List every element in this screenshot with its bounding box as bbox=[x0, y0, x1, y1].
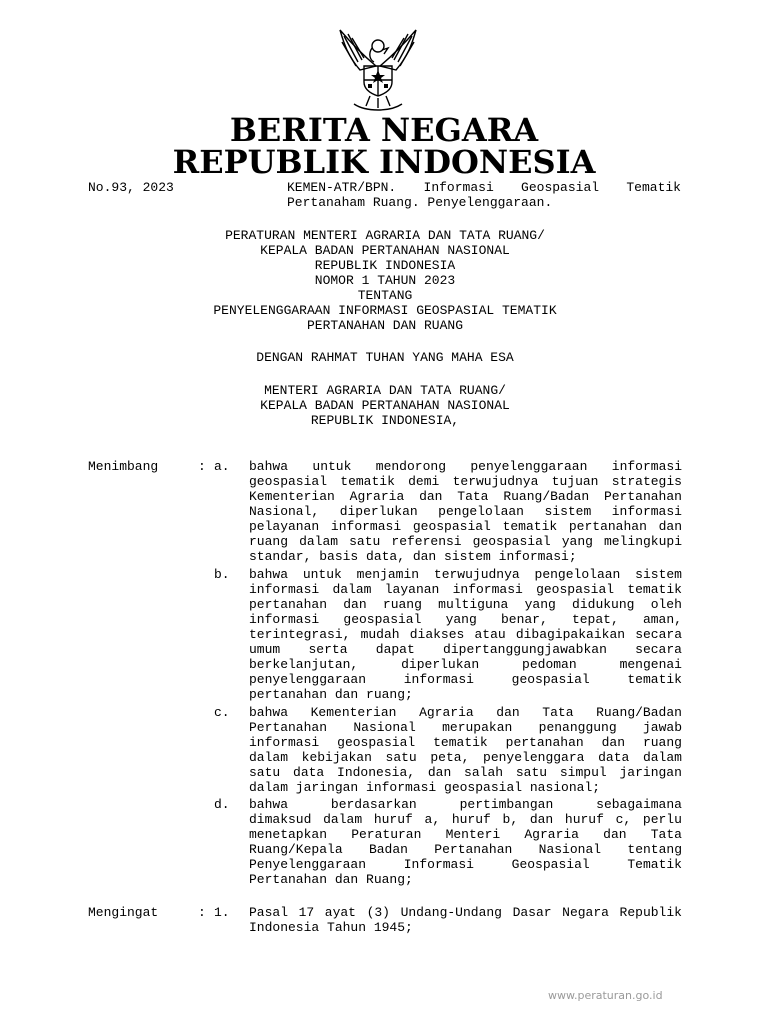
text-line: menetapkan Peraturan Menteri Agraria dan Tata bbox=[249, 827, 682, 842]
text-line: Indonesia Tahun 1945; bbox=[249, 920, 413, 935]
text-line: terintegrasi, mudah diakses atau dibagipakaikan secara bbox=[249, 627, 682, 642]
gazette-subject bbox=[287, 180, 681, 210]
mengingat-item-1 bbox=[249, 905, 682, 935]
text-line: Nasional, diperlukan pengelolaan sistem informasi bbox=[249, 504, 682, 519]
text-line: Kementerian Agraria dan Tata Ruang/Badan Pertanahan bbox=[249, 489, 682, 504]
text-line: informasi geospasial yang benar, tepat, aman, bbox=[249, 612, 682, 627]
text-line: Pasal 17 ayat (3) Undang-Undang Dasar Negara Republik bbox=[249, 905, 682, 920]
masthead-subtitle: REPUBLIK INDONESIA bbox=[172, 143, 596, 181]
text-line: informasi dalam layanan informasi geospasial tematik bbox=[249, 582, 682, 597]
masthead-title: BERITA NEGARA bbox=[229, 111, 539, 149]
menimbang-colon: : bbox=[198, 459, 206, 474]
text-line: bahwa untuk mendorong penyelenggaraan informasi bbox=[249, 459, 682, 474]
menimbang-item-a bbox=[249, 459, 682, 564]
mengingat-colon: : bbox=[198, 905, 206, 920]
issuer-line: REPUBLIK INDONESIA, bbox=[310, 413, 460, 428]
item-letter: b. bbox=[214, 567, 230, 582]
regulation-title-line: TENTANG bbox=[357, 288, 413, 303]
website-watermark: www.peraturan.go.id bbox=[548, 989, 663, 1002]
text-line: Penyelenggaraan Informasi Geospasial Tematik bbox=[249, 857, 682, 872]
menimbang-item-c bbox=[249, 705, 682, 795]
text-line: dimaksud dalam huruf a, huruf b, dan huruf c, perlu bbox=[249, 812, 682, 827]
item-letter: d. bbox=[214, 797, 230, 812]
regulation-title bbox=[88, 228, 682, 333]
text-line: bahwa untuk menjamin terwujudnya pengelolaan sistem bbox=[249, 567, 682, 582]
invocation-line: DENGAN RAHMAT TUHAN YANG MAHA ESA bbox=[256, 350, 514, 365]
gazette-subject-line: Pertanaham Ruang. Penyelenggaraan. bbox=[287, 195, 553, 210]
text-line: berkelanjutan, diperlukan pedoman mengenai bbox=[249, 657, 682, 672]
issuer-line: MENTERI AGRARIA DAN TATA RUANG/ bbox=[264, 383, 506, 398]
menimbang-label: Menimbang bbox=[88, 459, 159, 474]
text-line: dalam jaringan informasi geospasial nasional; bbox=[249, 780, 601, 795]
item-number: 1. bbox=[214, 905, 230, 920]
regulation-title-line: KEPALA BADAN PERTANAHAN NASIONAL bbox=[260, 243, 510, 258]
regulation-title-line: NOMOR 1 TAHUN 2023 bbox=[314, 273, 456, 288]
text-line: Pertanahan Nasional merupakan penanggung jawab bbox=[249, 720, 682, 735]
garuda-emblem-icon bbox=[330, 26, 426, 114]
text-line: pertanahan dan ruang; bbox=[249, 687, 413, 702]
text-line: informasi geospasial tematik pertanahan dan ruang bbox=[249, 735, 682, 750]
text-line: geospasial tematik demi terwujudnya tujuan strategis bbox=[249, 474, 682, 489]
text-line: Ruang/Kepala Badan Pertanahan Nasional tentang bbox=[249, 842, 682, 857]
text-line: standar, basis data, dan sistem informasi; bbox=[249, 549, 577, 564]
regulation-title-line: PERTANAHAN DAN RUANG bbox=[306, 318, 464, 333]
menimbang-item-b bbox=[249, 567, 682, 702]
text-line: ruang dalam satu referensi geospasial yang melingkupi bbox=[249, 534, 682, 549]
item-letter: c. bbox=[214, 705, 230, 720]
regulation-title-line: PENYELENGGARAAN INFORMASI GEOSPASIAL TEMATIK bbox=[213, 303, 557, 318]
regulation-title-line: REPUBLIK INDONESIA bbox=[314, 258, 456, 273]
text-line: Pertanahan dan Ruang; bbox=[249, 872, 413, 887]
text-line: bahwa Kementerian Agraria dan Tata Ruang/Badan bbox=[249, 705, 682, 720]
text-line: satu data Indonesia, dan salah satu simpul jaringan bbox=[249, 765, 682, 780]
issuer-line: KEPALA BADAN PERTANAHAN NASIONAL bbox=[260, 398, 510, 413]
menimbang-item-d bbox=[249, 797, 682, 887]
gazette-subject-line: KEMEN-ATR/BPN. Informasi Geospasial Tematik bbox=[287, 180, 681, 195]
text-line: bahwa berdasarkan pertimbangan sebagaimana bbox=[249, 797, 682, 812]
mengingat-label: Mengingat bbox=[88, 905, 159, 920]
invocation bbox=[88, 350, 682, 365]
text-line: dalam kebijakan satu peta, penyelenggara data dalam bbox=[249, 750, 682, 765]
text-line: penyelenggaraan informasi geospasial tematik bbox=[249, 672, 682, 687]
text-line: umum serta dapat dipertanggungjawabkan secara bbox=[249, 642, 682, 657]
item-letter: a. bbox=[214, 459, 230, 474]
regulation-title-line: PERATURAN MENTERI AGRARIA DAN TATA RUANG/ bbox=[225, 228, 545, 243]
text-line: pelayanan informasi geospasial tematik pertanahan dan bbox=[249, 519, 682, 534]
gazette-number: No.93, 2023 bbox=[88, 180, 174, 195]
text-line: pertanahan dan ruang multiguna yang didukung oleh bbox=[249, 597, 682, 612]
issuer bbox=[88, 383, 682, 428]
